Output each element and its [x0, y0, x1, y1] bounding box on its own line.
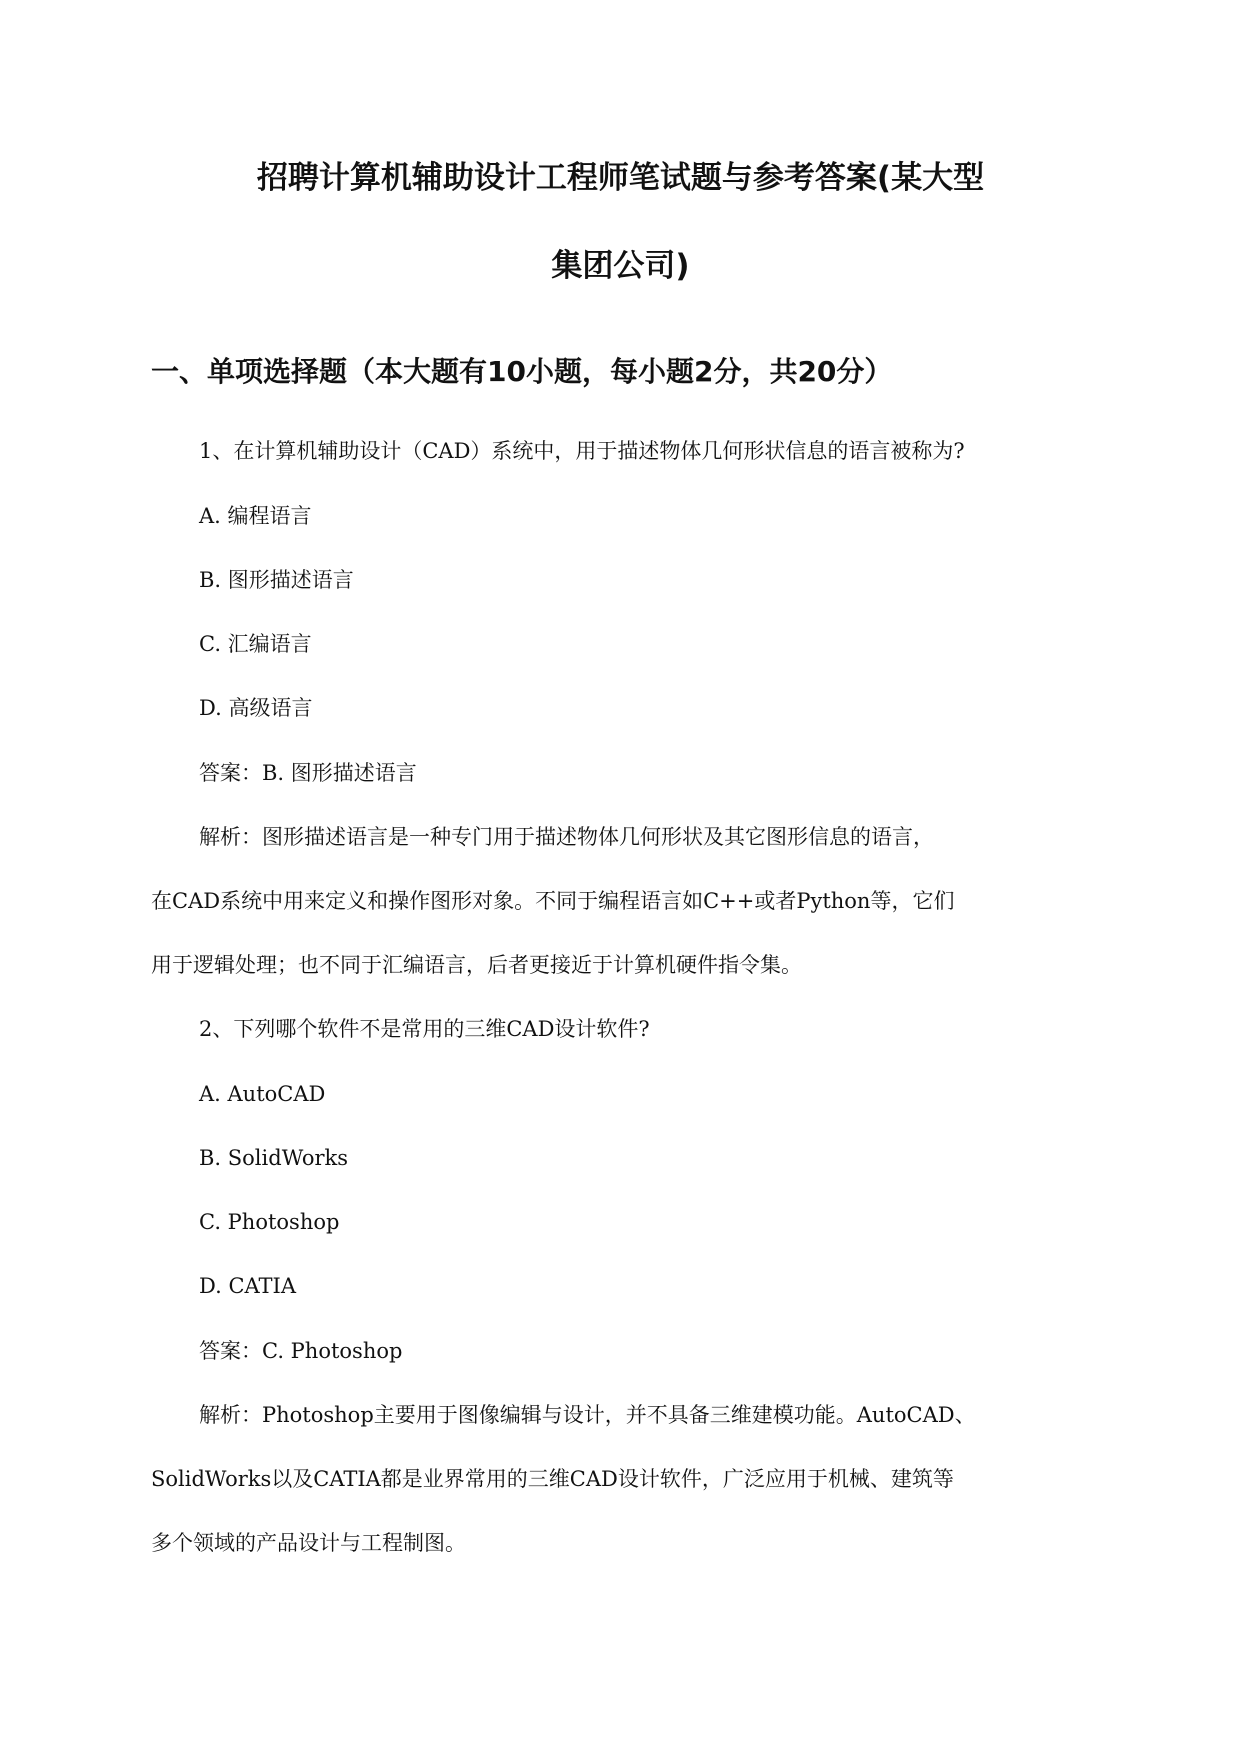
- document-title-line-2: 集团公司): [551, 248, 690, 284]
- question-2-option-d: D. CATIA: [199, 1274, 296, 1298]
- question-1-analysis-line-2: 在CAD系统中用来定义和操作图形对象。不同于编程语言如C++或者Python等，它们: [151, 889, 955, 913]
- question-2-option-c: C. Photoshop: [199, 1210, 340, 1234]
- question-1-option-b: B. 图形描述语言: [199, 568, 354, 592]
- document-title-line-1: 招聘计算机辅助设计工程师笔试题与参考答案(某大型: [256, 160, 985, 196]
- question-1-stem: 1、在计算机辅助设计（CAD）系统中，用于描述物体几何形状信息的语言被称为?: [199, 439, 965, 463]
- question-2-analysis-line-1: 解析：Photoshop主要用于图像编辑与设计，并不具备三维建模功能。AutoCAD、: [199, 1403, 976, 1427]
- question-2-option-a: A. AutoCAD: [199, 1082, 326, 1106]
- question-1-analysis-line-3: 用于逻辑处理；也不同于汇编语言，后者更接近于计算机硬件指令集。: [151, 953, 802, 977]
- question-1-answer: 答案：B. 图形描述语言: [199, 761, 417, 785]
- question-1-option-a: A. 编程语言: [199, 504, 312, 528]
- question-1-analysis-line-1: 解析：图形描述语言是一种专门用于描述物体几何形状及其它图形信息的语言，: [199, 825, 934, 849]
- question-2-analysis-line-2: SolidWorks以及CATIA都是业界常用的三维CAD设计软件，广泛应用于机械、建筑等: [151, 1467, 954, 1491]
- question-2-stem: 2、下列哪个软件不是常用的三维CAD设计软件?: [199, 1017, 650, 1041]
- question-1-option-d: D. 高级语言: [199, 696, 313, 720]
- question-2-option-b: B. SolidWorks: [199, 1146, 349, 1170]
- section-heading: 一、单项选择题（本大题有10小题，每小题2分，共20分）: [151, 355, 893, 388]
- question-1-option-c: C. 汇编语言: [199, 632, 312, 656]
- question-2-analysis-line-3: 多个领域的产品设计与工程制图。: [151, 1531, 466, 1555]
- question-2-answer: 答案：C. Photoshop: [199, 1339, 403, 1363]
